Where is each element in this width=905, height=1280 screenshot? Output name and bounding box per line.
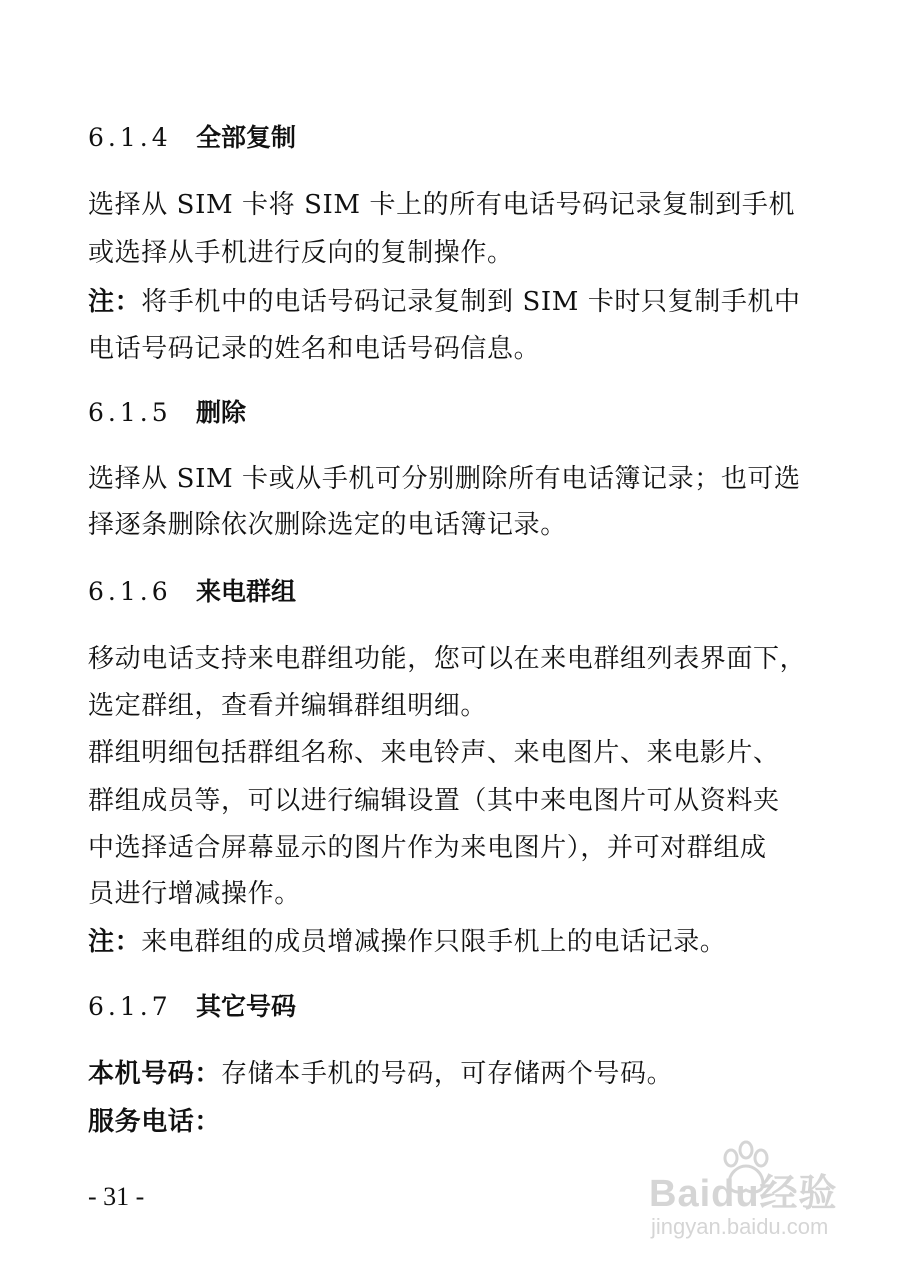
definition-line xyxy=(88,1052,673,1096)
baidu-watermark xyxy=(645,1140,875,1250)
paragraph-line: 选定群组，查看并编辑群组明细。 xyxy=(88,691,488,721)
note-line xyxy=(88,280,801,324)
term-label: 本机号码： xyxy=(88,1059,222,1089)
section-heading-6-1-6 xyxy=(88,572,296,612)
definition-line xyxy=(88,1100,221,1144)
paragraph-line: 移动电话支持来电群组功能，您可以在来电群组列表界面下， xyxy=(88,644,807,674)
section-title: 全部复制 xyxy=(196,123,297,152)
note-text: 将手机中的电话号码记录复制到 SIM 卡时只复制手机中 xyxy=(141,287,801,317)
note-prefix: 注： xyxy=(88,927,142,957)
section-number: 6.1.4 xyxy=(88,123,172,152)
section-title: 删除 xyxy=(196,398,247,427)
watermark-url: jingyan.baidu.com xyxy=(651,1214,829,1239)
paragraph-line: 选择从 SIM 卡将 SIM 卡上的所有电话号码记录复制到手机 xyxy=(88,190,796,220)
paragraph-line: 群组成员等，可以进行编辑设置（其中来电图片可从资料夹 xyxy=(88,786,780,816)
section-number: 6.1.5 xyxy=(88,398,172,427)
note-text: 来电群组的成员增减操作只限手机上的电话记录。 xyxy=(141,927,727,957)
note-line xyxy=(88,920,726,964)
section-heading-6-1-4 xyxy=(88,118,296,158)
page-number: - 31 - xyxy=(88,1182,145,1211)
term-label: 服务电话： xyxy=(88,1107,222,1137)
section-number: 6.1.6 xyxy=(88,577,172,606)
section-number: 6.1.7 xyxy=(88,992,172,1021)
paragraph-line: 中选择适合屏幕显示的图片作为来电图片），并可对群组成 xyxy=(88,833,767,863)
paragraph-line: 员进行增减操作。 xyxy=(88,879,301,909)
section-heading-6-1-7 xyxy=(88,987,296,1027)
paragraph-line: 选择从 SIM 卡或从手机可分别删除所有电话簿记录；也可选 xyxy=(88,464,801,494)
watermark-brand: Baidu经验 xyxy=(649,1173,838,1215)
section-title: 来电群组 xyxy=(196,577,297,606)
paragraph-line: 群组明细包括群组名称、来电铃声、来电图片、来电影片、 xyxy=(88,738,780,768)
term-description: 存储本手机的号码，可存储两个号码。 xyxy=(221,1059,674,1089)
paragraph-line: 电话号码记录的姓名和电话号码信息。 xyxy=(88,334,541,364)
section-title: 其它号码 xyxy=(196,992,297,1021)
section-heading-6-1-5 xyxy=(88,393,246,433)
note-prefix: 注： xyxy=(88,287,142,317)
paragraph-line: 或选择从手机进行反向的复制操作。 xyxy=(88,238,514,268)
paragraph-line: 择逐条删除依次删除选定的电话簿记录。 xyxy=(88,510,567,540)
